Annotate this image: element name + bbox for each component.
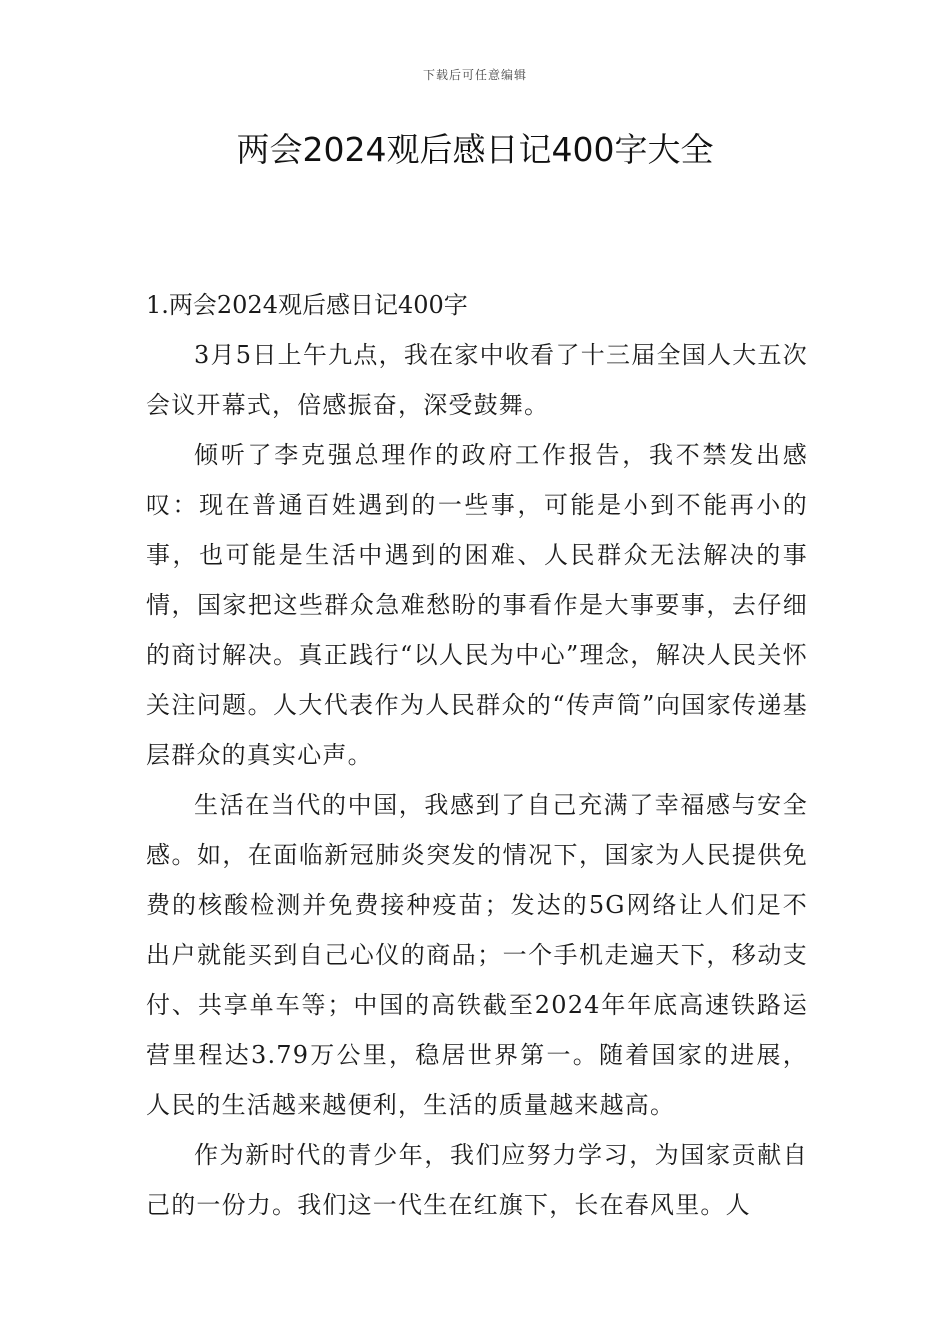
paragraph-3: 生活在当代的中国，我感到了自己充满了幸福感与安全感。如，在面临新冠肺炎突发的情况下，国家为人民提供免费的核酸检测并免费接种疫苗；发达的5G网络让人们足不出户就能买到自己心仪的商品；一个手机走遍天下，移动支付、共享单车等；中国的高铁截至2024年年底高速铁路运营里程达3.79万公里，稳居世界第一。随着国家的进展，人民的生活越来越便利，生活的质量越来越高。 [146, 791, 808, 1119]
paragraph-4: 作为新时代的青少年，我们应努力学习，为国家贡献自己的一份力。我们这一代生在红旗下，长在春风里。人 [146, 1141, 808, 1219]
header-note: 下载后可任意编辑 [422, 68, 527, 82]
document-title: 两会2024观后感日记400字大全 [236, 130, 714, 169]
document-body [146, 280, 808, 1230]
paragraph-1: 3月5日上午九点，我在家中收看了十三届全国人大五次会议开幕式，倍感振奋，深受鼓舞。 [146, 341, 808, 419]
paragraph-2: 倾听了李克强总理作的政府工作报告，我不禁发出感叹：现在普通百姓遇到的一些事，可能是小到不能再小的事，也可能是生活中遇到的困难、人民群众无法解决的事情，国家把这些群众急难愁盼的事看作是大事要事，去仔细的商讨解决。真正践行“以人民为中心”理念，解决人民关怀关注问题。人大代表作为人民群众的“传声筒”向国家传递基层群众的真实心声。 [146, 441, 808, 769]
section-heading: 1.两会2024观后感日记400字 [146, 291, 468, 319]
